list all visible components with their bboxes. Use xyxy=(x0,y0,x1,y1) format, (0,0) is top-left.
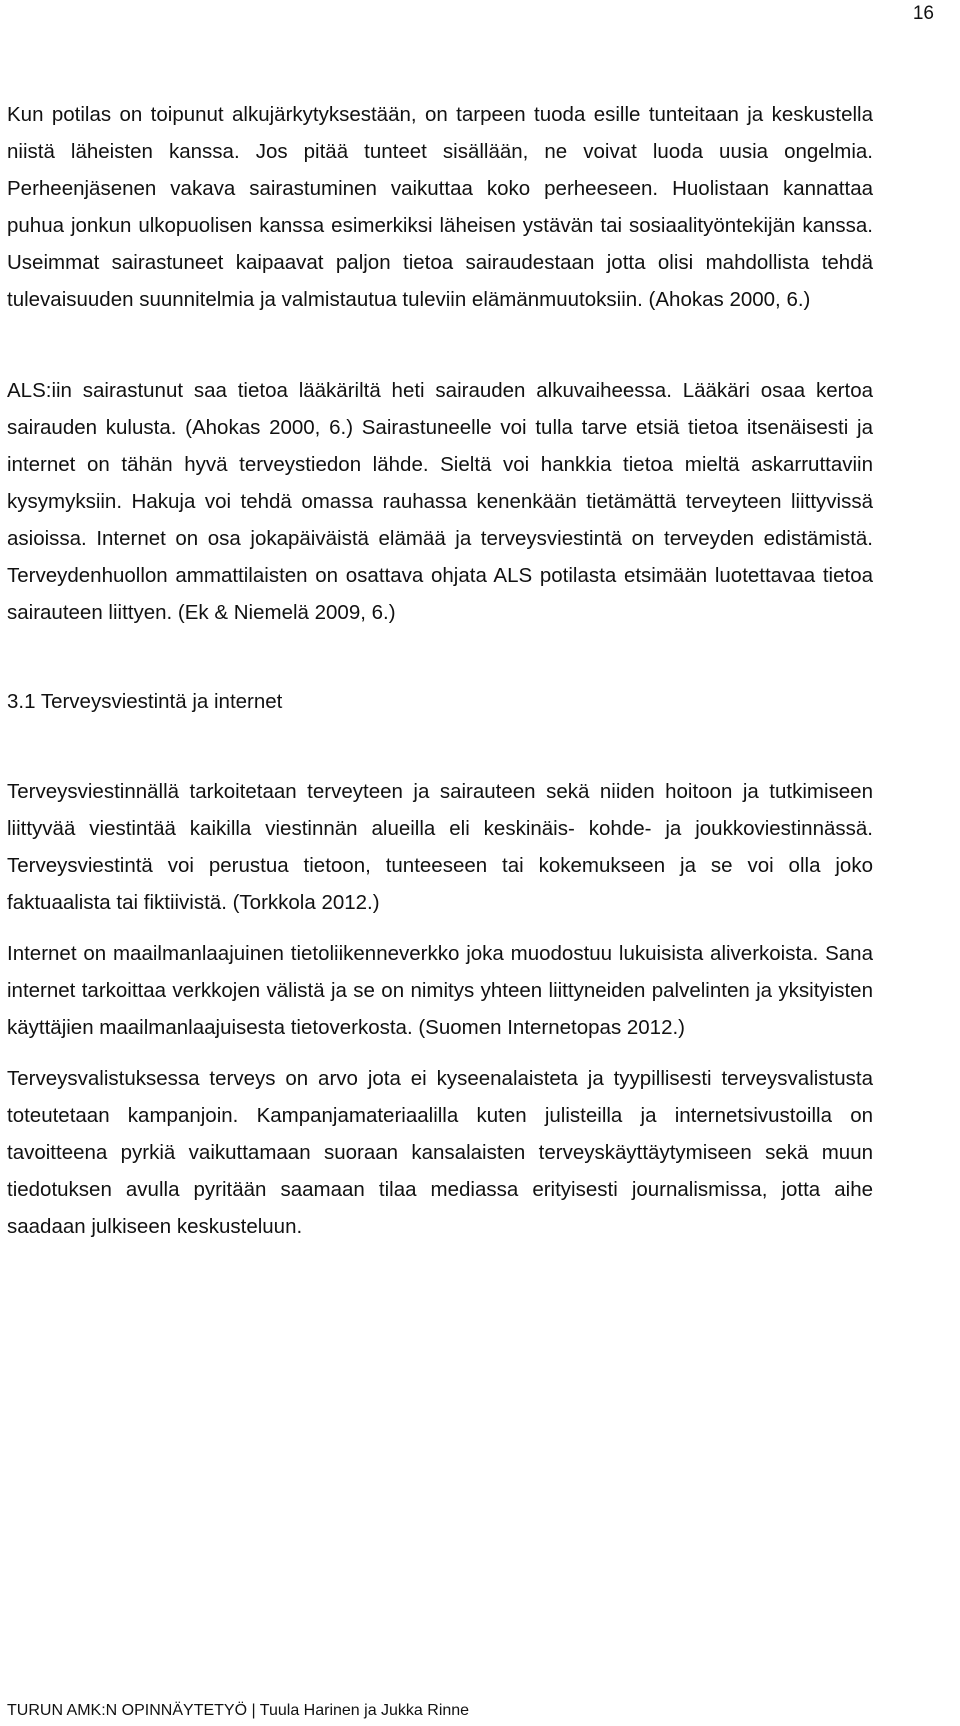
body-paragraph-1: Kun potilas on toipunut alkujärkytyksestään, on tarpeen tuoda esille tunteitaan ja keskustella niistä läheisten kanssa. Jos pitää tunteet sisällään, ne voivat luoda uusia ongelmia. Perheenjäsenen vakava sairastuminen vaikuttaa koko perheeseen. Huolistaan kannattaa puhua jonkun ulkopuolisen kanssa esimerkiksi läheisen ystävän tai sosiaalityöntekijän kanssa. Useimmat sairastuneet kaipaavat paljon tietoa sairaudestaan jotta olisi mahdollista tehdä tulevaisuuden suunnitelmia ja valmistautua tuleviin elämänmuutoksiin. (Ahokas 2000, 6.) xyxy=(7,103,873,311)
body-paragraph-2: ALS:iin sairastunut saa tietoa lääkäriltä heti sairauden alkuvaiheessa. Lääkäri osaa kertoa sairauden kulusta. (Ahokas 2000, 6.) Sairastuneelle voi tulla tarve etsiä tietoa itsenäisesti ja internet on tähän hyvä terveystiedon lähde. Sieltä voi hankkia tietoa mieltä askarruttaviin kysymyksiin. Hakuja voi tehdä omassa rauhassa kenenkään tietämättä terveyteen liittyvissä asioissa. Internet on osa jokapäiväistä elämää ja terveysviestintä on terveyden edistämistä. Terveydenhuollon ammattilaisten on osattava ohjata ALS potilasta etsimään luotettavaa tietoa sairauteen liittyen. (Ek & Niemelä 2009, 6.) xyxy=(7,379,873,624)
section-heading: 3.1 Terveysviestintä ja internet xyxy=(7,690,283,713)
section-paragraph-2: Internet on maailmanlaajuinen tietoliikenneverkko joka muodostuu lukuisista aliverkoista. Sana internet tarkoittaa verkkojen välistä ja se on nimitys yhteen liittyneiden palvelinten ja yksityisten käyttäjien maailmanlaajuisesta tietoverkosta. (Suomen Internetopas 2012.) xyxy=(7,942,873,1039)
document-body xyxy=(7,96,873,1245)
section-paragraph-1: Terveysviestinnällä tarkoitetaan terveyteen ja sairauteen sekä niiden hoitoon ja tutkimiseen liittyvää viestintää kaikilla viestinnän alueilla eli keskinäis- kohde- ja joukkoviestinnässä. Terveysviestintä voi perustua tietoon, tunteeseen tai kokemukseen ja se voi olla joko faktuaalista tai fiktiivistä. (Torkkola 2012.) xyxy=(7,780,873,914)
section-paragraph-3: Terveysvalistuksessa terveys on arvo jota ei kyseenalaisteta ja tyypillisesti terveysvalistusta toteutetaan kampanjoin. Kampanjamateriaalilla kuten julisteilla ja internetsivustoilla on tavoitteena pyrkiä vaikuttamaan suoraan kansalaisten terveyskäyttäytymiseen sekä muun tiedotuksen avulla pyritään saamaan tilaa mediassa erityisesti journalismissa, jotta aihe saadaan julkiseen keskusteluun. xyxy=(7,1067,873,1238)
page-number: 16 xyxy=(912,3,934,24)
page-footer: TURUN AMK:N OPINNÄYTETYÖ | Tuula Harinen ja Jukka Rinne xyxy=(7,1702,470,1719)
